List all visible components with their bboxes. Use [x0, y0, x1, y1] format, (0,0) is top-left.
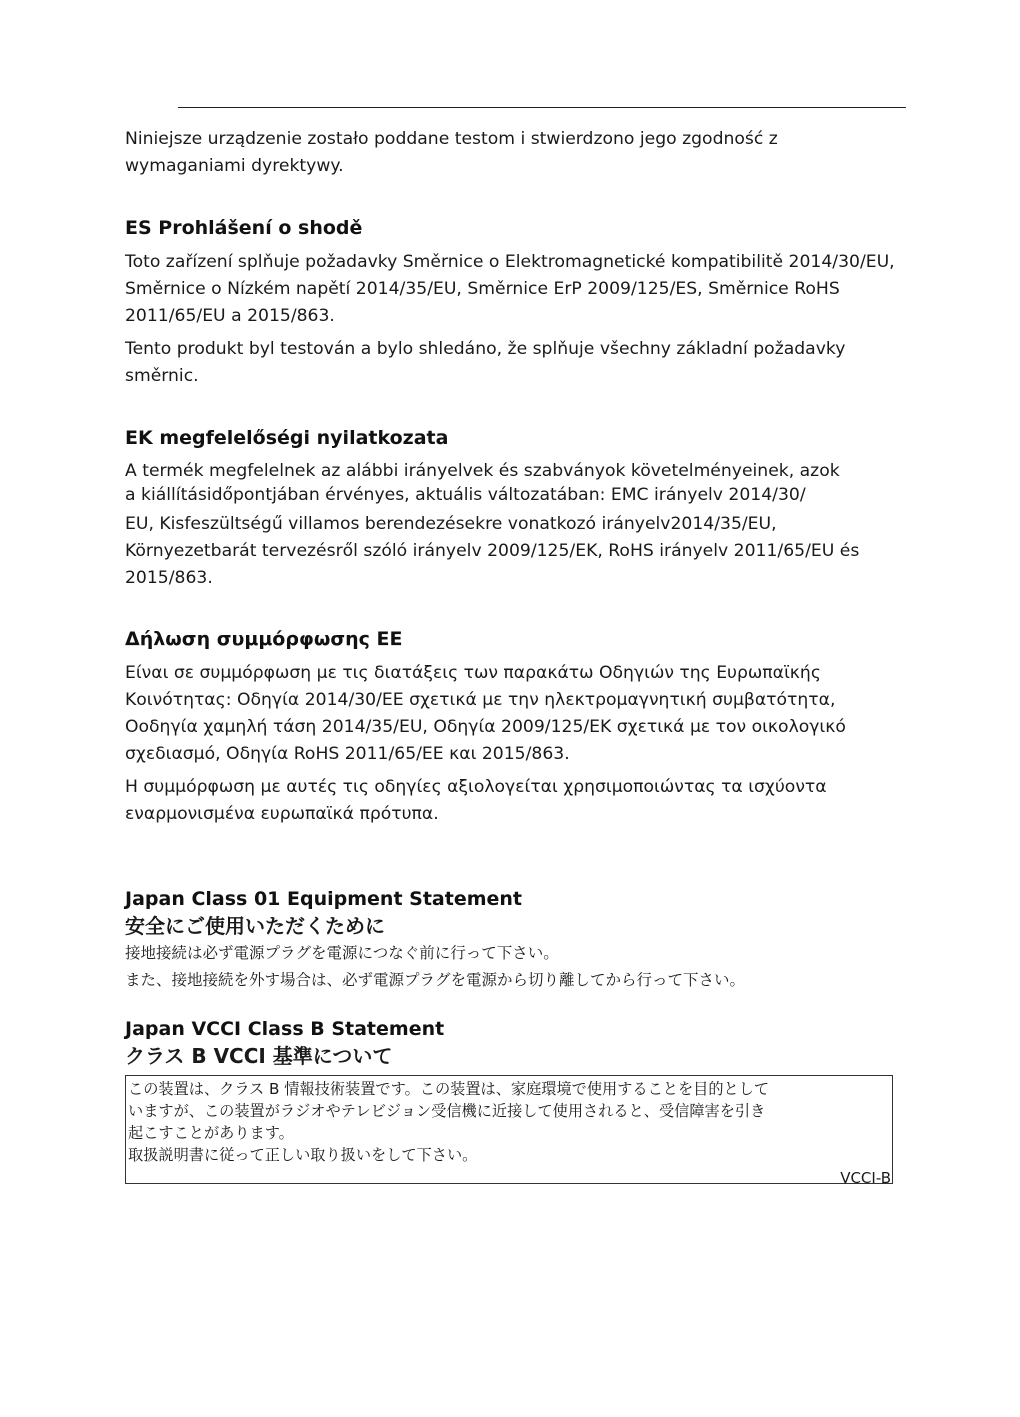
hungarian-section — [125, 425, 900, 592]
czech-heading: ES Prohlášení o shodě — [125, 217, 363, 239]
japan-vcci-section — [125, 1016, 900, 1070]
vcci-box-line-4: 取扱説明書に従って正しい取り扱いをして下さい。 — [128, 1146, 478, 1164]
vcci-class-tag: VCCI-B — [840, 1169, 891, 1187]
hungarian-paragraph-2: EU, Kisfeszültségű villamos berendezésekre vonatkozó irányelv2014/35/EU, Környezetbarát tervezésről szóló irányelv 2009/125/EK, RoHS irányelv 2011/65/EU és 2015/863. — [125, 514, 860, 588]
japan-class01-line-1: 接地接続は必ず電源プラグを電源につなぐ前に行って下さい。 — [125, 944, 559, 962]
japan-vcci-subheading: クラス B VCCI 基準について — [125, 1044, 393, 1068]
vcci-box-line-2: いますが、この装置がラジオやテレビジョン受信機に近接して使用されると、受信障害を引き — [128, 1102, 766, 1120]
greek-paragraph-1: Είναι σε συμμόρφωση με τις διατάξεις των παρακάτω Οδηγιών της Ευρωπαϊκής Κοινότητας: Οδηγία 2014/30/ΕΕ σχετικά με την ηλεκτρομαγνητική συμβατότητα, Οοδηγία χαμηλή τάση 2014/35/EU, Οδηγία 2009/125/ΕΚ σχετικά με τον οικολογικό σχεδιασμό, Οδηγία RoHS 2011/65/ΕΕ και 2015/863. — [125, 663, 846, 764]
czech-paragraph-2: Tento produkt byl testován a bylo shledáno, že splňuje všechny základní požadavky směrnic. — [125, 339, 846, 386]
greek-section — [125, 626, 900, 828]
japan-class01-line-2: また、接地接続を外す場合は、必ず電源プラグを電源から切り離してから行って下さい。 — [125, 971, 746, 989]
czech-section — [125, 215, 900, 390]
czech-paragraph-1: Toto zařízení splňuje požadavky Směrnice o Elektromagnetické kompatibilitě 2014/30/EU, Směrnice o Nízkém napětí 2014/35/EU, Směrnice ErP 2009/125/ES, Směrnice RoHS 2011/65/EU a 2015/863. — [125, 252, 895, 326]
vcci-statement-box — [125, 1075, 893, 1187]
hungarian-line-2: a kiállításidőpontjában érvényes, aktuális változatában: EMC irányelv 2014/30/ — [125, 485, 806, 505]
hungarian-heading: EK megfelelőségi nyilatkozata — [125, 427, 449, 449]
japan-vcci-heading: Japan VCCI Class B Statement — [125, 1018, 445, 1040]
polish-text: Niniejsze urządzenie zostało poddane testom i stwierdzono jego zgodność z wymaganiami dyrektywy. — [125, 129, 778, 176]
japan-class01-heading: Japan Class 01 Equipment Statement — [125, 888, 522, 910]
greek-heading: Δήλωση συμμόρφωσης ΕΕ — [125, 628, 403, 650]
japan-class01-subheading: 安全にご使用いただくために — [125, 914, 385, 938]
polish-section — [125, 126, 900, 180]
vcci-box-line-3: 起こすことがあります。 — [128, 1124, 294, 1142]
top-divider — [178, 107, 906, 108]
vcci-box-line-1: この装置は、クラス B 情報技術装置です。この装置は、家庭環境で使用することを目的として — [128, 1080, 770, 1098]
hungarian-line-1: A termék megfelelnek az alábbi irányelvek és szabványok követelményeinek, azok — [125, 461, 840, 481]
japan-class01-section — [125, 886, 900, 992]
greek-paragraph-2: Η συμμόρφωση με αυτές τις οδηγίες αξιολογείται χρησιμοποιώντας τα ισχύοντα εναρμονισμένα ευρωπαϊκά πρότυπα. — [125, 777, 827, 824]
